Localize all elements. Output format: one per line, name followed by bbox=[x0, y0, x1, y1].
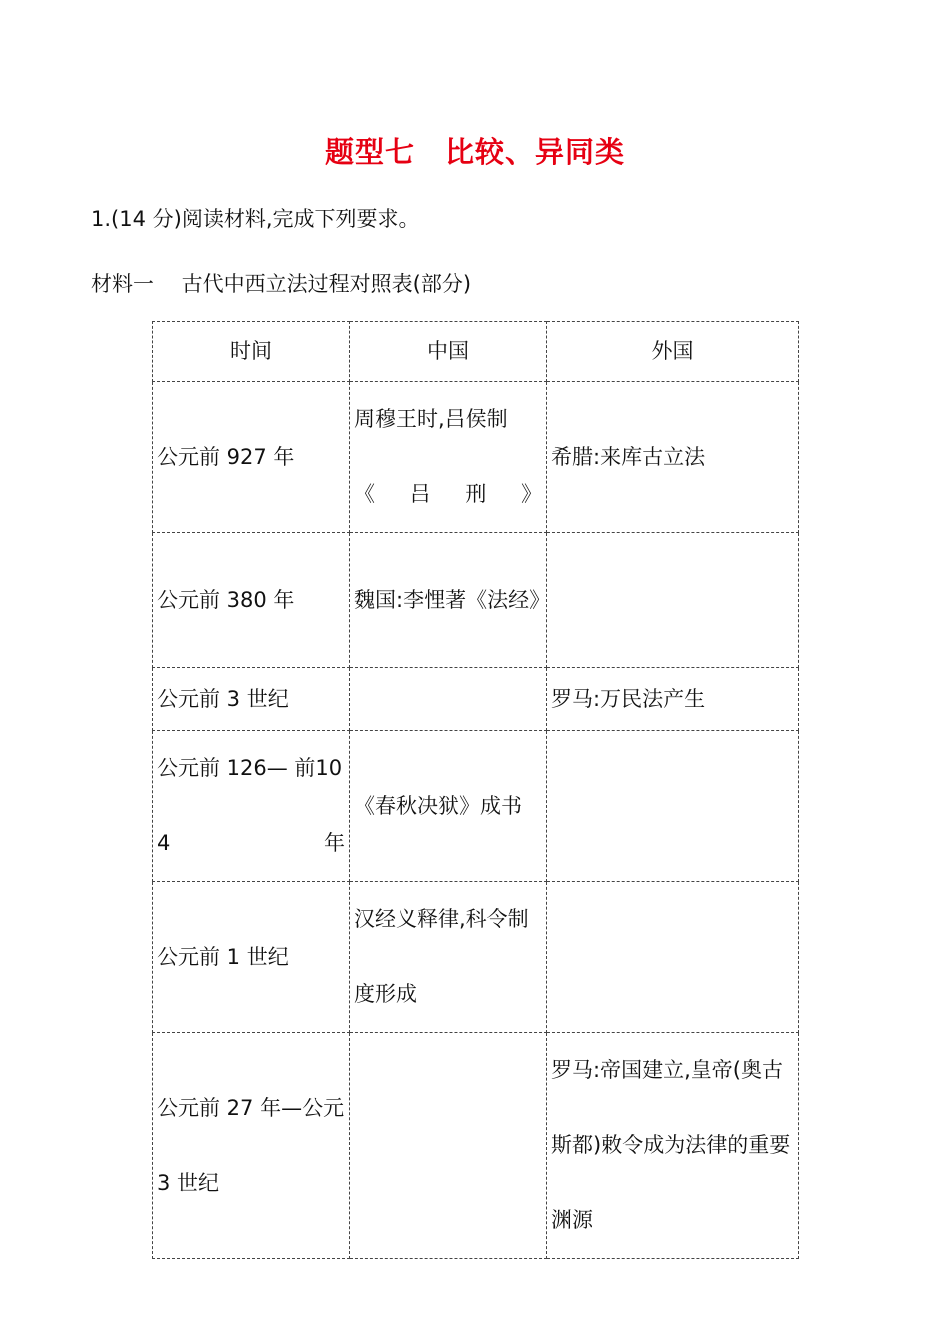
time-cell: 公元前 1 世纪 bbox=[153, 882, 350, 1033]
foreign-cell bbox=[547, 731, 799, 882]
page-title: 题型七 比较、异同类 bbox=[324, 135, 625, 169]
china-cell bbox=[350, 668, 547, 731]
time-cell: 公元前 126— 前104 年 bbox=[153, 731, 350, 882]
header-time: 时间 bbox=[153, 322, 350, 382]
table-row bbox=[153, 382, 799, 533]
time-cell: 公元前 927 年 bbox=[153, 382, 350, 533]
table-row bbox=[153, 731, 799, 882]
time-cell: 公元前 380 年 bbox=[153, 533, 350, 668]
table-header-row bbox=[153, 322, 799, 382]
foreign-cell: 罗马:万民法产生 bbox=[547, 668, 799, 731]
table-row bbox=[153, 1033, 799, 1259]
china-cell: 魏国:李悝著《法经》 bbox=[350, 533, 547, 668]
china-cell: 周穆王时,吕侯制《吕刑》 bbox=[350, 382, 547, 533]
table-row bbox=[153, 668, 799, 731]
foreign-cell bbox=[547, 882, 799, 1033]
header-foreign: 外国 bbox=[547, 322, 799, 382]
foreign-cell bbox=[547, 533, 799, 668]
time-cell: 公元前 3 世纪 bbox=[153, 668, 350, 731]
china-cell: 《春秋决狱》成书 bbox=[350, 731, 547, 882]
time-cell: 公元前 27 年—公元 3 世纪 bbox=[153, 1033, 350, 1259]
question-text: 1.(14 分)阅读材料,完成下列要求。 bbox=[91, 207, 420, 231]
comparison-table bbox=[152, 321, 799, 1259]
table-row bbox=[153, 533, 799, 668]
foreign-cell: 罗马:帝国建立,皇帝(奥古斯都)敕令成为法律的重要渊源 bbox=[547, 1033, 799, 1259]
china-cell: 汉经义释律,科令制度形成 bbox=[350, 882, 547, 1033]
material-label: 材料一 古代中西立法过程对照表(部分) bbox=[91, 272, 472, 296]
foreign-cell: 希腊:来库古立法 bbox=[547, 382, 799, 533]
table-row bbox=[153, 882, 799, 1033]
header-china: 中国 bbox=[350, 322, 547, 382]
china-cell bbox=[350, 1033, 547, 1259]
